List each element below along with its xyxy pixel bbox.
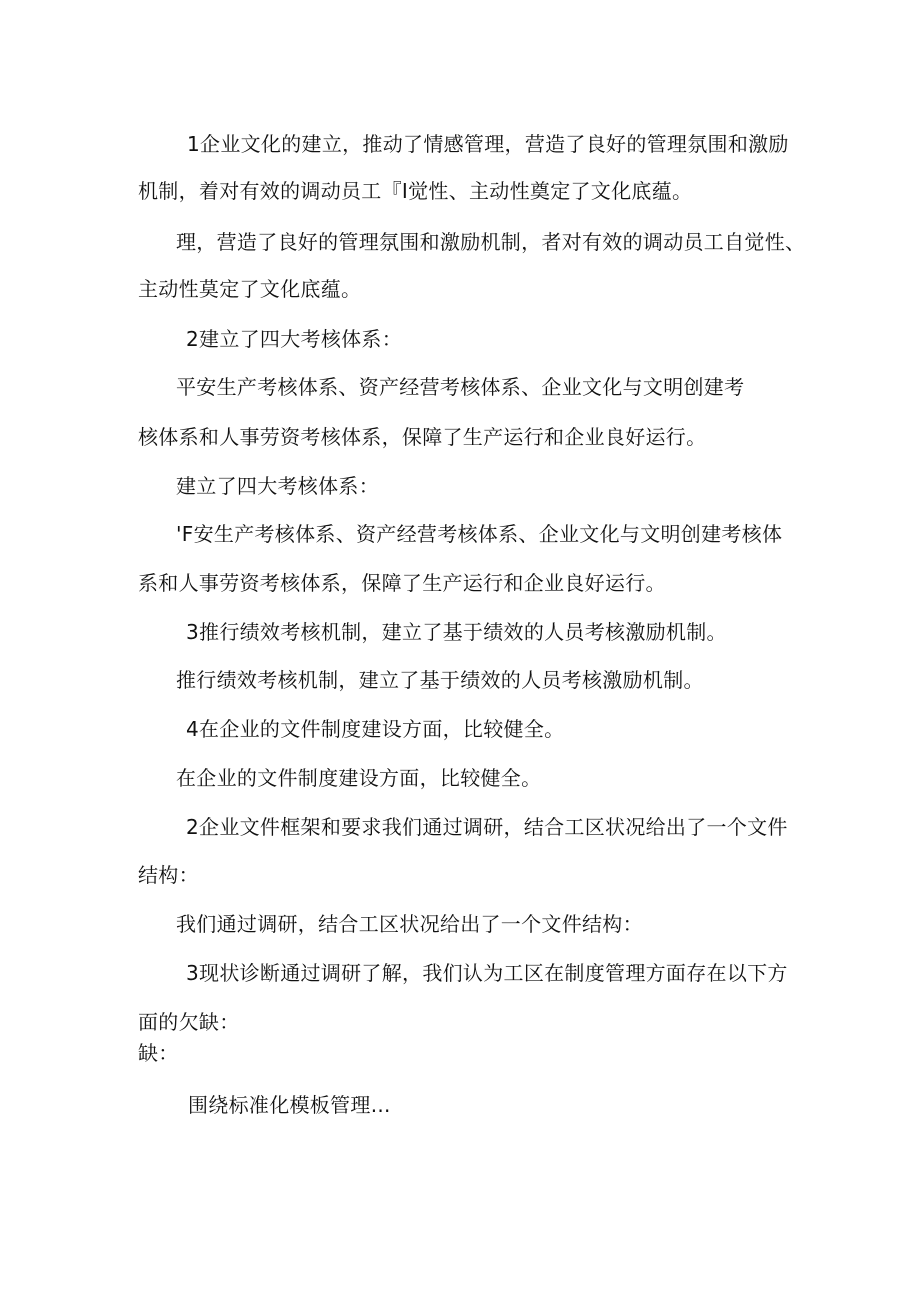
text-line: 系和人事劳资考核体系，保障了生产运行和企业良好运行。 (138, 571, 666, 595)
text-line: 理，营造了良好的管理氛围和激励机制，者对有效的调动员工自觉性、 (176, 230, 806, 254)
text-line: 4在企业的文件制度建设方面，比较健全。 (186, 717, 565, 741)
text-line: 机制，着对有效的调动员工『I觉性、主动性奠定了文化底蕴。 (138, 179, 693, 203)
text-line: 3现状诊断通过调研了解，我们认为工区在制度管理方面存在以下方 (186, 961, 788, 985)
text-line: 平安生产考核体系、资产经营考核体系、企业文化与文明创建考 (176, 375, 745, 399)
text-line: 面的欠缺： (138, 1010, 240, 1034)
text-line: 在企业的文件制度建设方面，比较健全。 (176, 766, 542, 790)
text-line: 围绕标准化模板管理... (188, 1093, 391, 1117)
text-line: 推行绩效考核机制，建立了基于绩效的人员考核激励机制。 (176, 668, 704, 692)
text-line: 建立了四大考核体系： (176, 474, 379, 498)
text-line: 3推行绩效考核机制，建立了基于绩效的人员考核激励机制。 (186, 620, 727, 644)
text-line: 1企业文化的建立，推动了情感管理，营造了良好的管理氛围和激励 (187, 132, 789, 156)
text-line: 缺： (138, 1041, 179, 1065)
text-line: 'F安生产考核体系、资产经营考核体系、企业文化与文明创建考核体 (176, 522, 783, 546)
text-line: 2企业文件框架和要求我们通过调研，结合工区状况给出了一个文件 (186, 815, 788, 839)
text-line: 核体系和人事劳资考核体系，保障了生产运行和企业良好运行。 (138, 425, 707, 449)
text-line: 结构： (138, 863, 199, 887)
text-line: 主动性莫定了文化底蕴。 (138, 277, 362, 301)
text-line: 2建立了四大考核体系： (186, 327, 403, 351)
text-line: 我们通过调研，结合工区状况给出了一个文件结构： (176, 912, 643, 936)
